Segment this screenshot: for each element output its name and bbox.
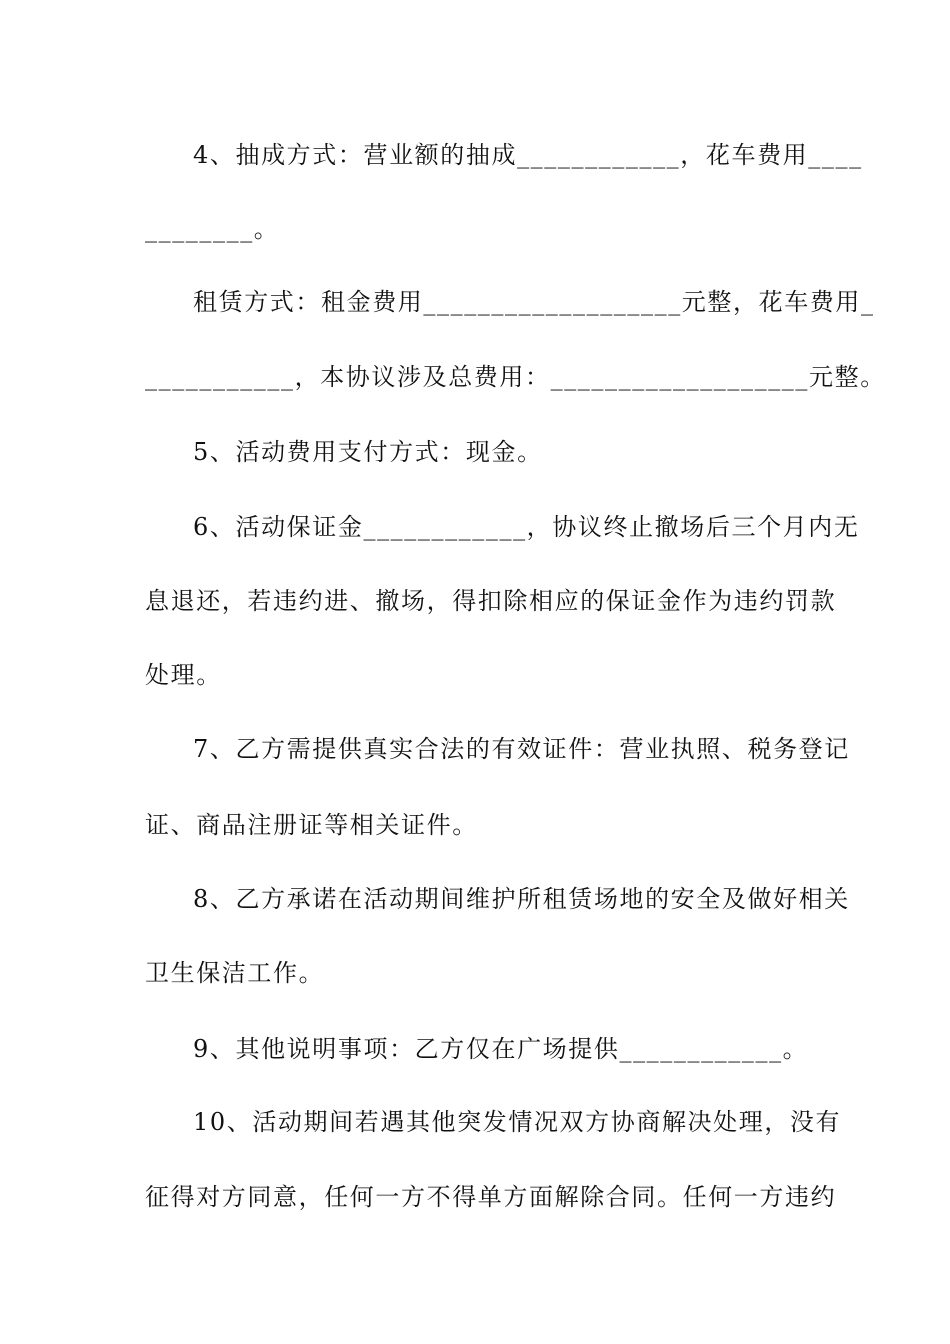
clause-5-line-1: 5、活动费用支付方式：现金。 [193,438,543,466]
clause-4-line-1: 4、抽成方式：营业额的抽成____________，花车费用____ [193,141,863,169]
clause-4-line-2: ________。 [145,215,280,243]
clause-10-line-2: 征得对方同意，任何一方不得单方面解除合同。任何一方违约 [145,1183,837,1211]
clause-6-line-2: 息退还，若违约进、撤场，得扣除相应的保证金作为违约罚款 [145,587,837,615]
clause-6-line-3: 处理。 [145,661,222,689]
clause-8-line-2: 卫生保洁工作。 [145,959,325,987]
clause-9-line-1: 9、其他说明事项：乙方仅在广场提供____________。 [193,1035,809,1063]
clause-6-line-1: 6、活动保证金____________，协议终止撤场后三个月内无 [193,513,860,541]
clause-7-line-2: 证、商品注册证等相关证件。 [145,811,478,839]
clause-10-line-1: 10、活动期间若遇其他突发情况双方协商解决处理，没有 [193,1108,842,1136]
clause-8-line-1: 8、乙方承诺在活动期间维护所租赁场地的安全及做好相关 [193,885,850,913]
clause-7-line-1: 7、乙方需提供真实合法的有效证件：营业执照、税务登记 [193,735,850,763]
lease-method-line-1: 租赁方式：租金费用___________________元整，花车费用_ [193,288,875,316]
lease-method-line-2: ___________，本协议涉及总费用：___________________元整。 [145,363,886,391]
